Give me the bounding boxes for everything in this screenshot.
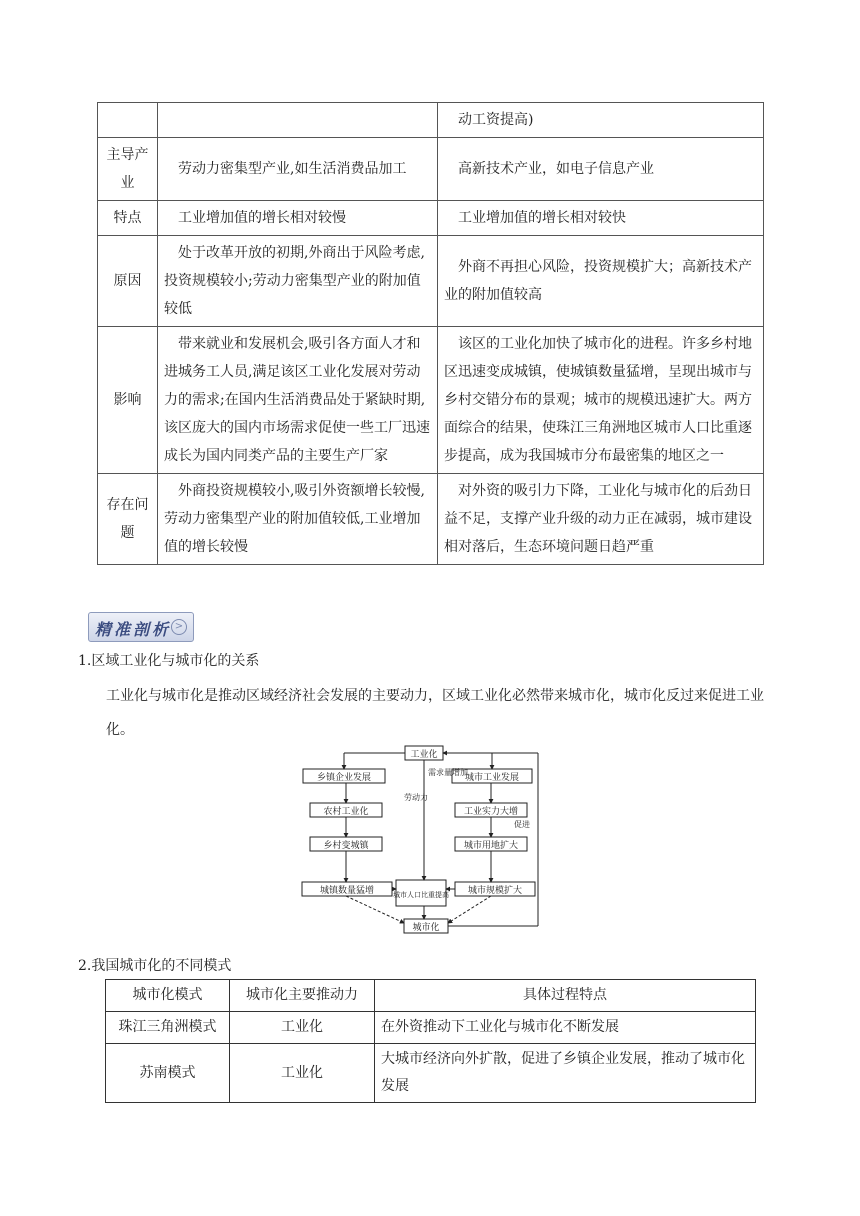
column-header: 城市化模式 [106, 980, 230, 1012]
column-header: 城市化主要推动力 [230, 980, 375, 1012]
industrialization-diagram [300, 745, 540, 940]
node-left-0: 乡镇企业发展 [316, 773, 372, 783]
section2-heading: 2.我国城市化的不同模式 [78, 958, 232, 974]
cell-right: 外商不再担心风险，投资规模扩大；高新技术产业的附加值较高 [438, 236, 764, 327]
cell-left [158, 103, 438, 138]
cell-right: 动工资提高) [438, 103, 764, 138]
table-row [98, 103, 764, 138]
table-row [106, 1012, 756, 1044]
cell-mode: 苏南模式 [106, 1044, 230, 1103]
table-row [98, 236, 764, 327]
table-row [98, 201, 764, 236]
node-right-2: 城市用地扩大 [463, 841, 519, 851]
node-left-2: 乡村变城镇 [323, 841, 369, 851]
table-row [98, 474, 764, 565]
section1-paragraph [78, 679, 778, 747]
cell-desc: 在外资推动下工业化与城市化不断发展 [375, 1012, 756, 1044]
urbanization-modes-table [105, 979, 756, 1103]
table-row [98, 327, 764, 474]
chevron-right-icon: > [171, 619, 187, 635]
label-labor: 劳动力 [404, 793, 428, 802]
node-left-1: 农村工业化 [323, 807, 369, 817]
cell-left: 工业增加值的增长相对较慢 [158, 201, 438, 236]
cell-right: 对外资的吸引力下降，工业化与城市化的后劲日益不足，支撑产业升级的动力正在减弱，城市建设相对落后，生态环境问题日趋严重 [438, 474, 764, 565]
cell-right: 高新技术产业，如电子信息产业 [438, 138, 764, 201]
node-bottom-2: 城市规模扩大 [467, 886, 523, 896]
cell-right: 该区的工业化加快了城市化的进程。许多乡村地区迅速变成城镇，使城镇数量猛增，呈现出城市与乡村交错分布的景观；城市的规模迅速扩大。两方面综合的结果，使珠江三角洲地区城市人口比重逐步提高，成为我国城市分布最密集的地区之一 [438, 327, 764, 474]
row-label: 主导产业 [98, 138, 158, 201]
comparison-table [97, 102, 764, 565]
node-right-1: 工业实力大增 [463, 807, 519, 817]
table-header-row [106, 980, 756, 1012]
section1-heading: 1.区域工业化与城市化的关系 [78, 653, 260, 669]
row-label: 存在问题 [98, 474, 158, 565]
label-demand: 需求量增加 [428, 768, 468, 777]
column-header: 具体过程特点 [375, 980, 756, 1012]
row-label: 特点 [98, 201, 158, 236]
table-row [98, 138, 764, 201]
cell-desc: 大城市经济向外扩散，促进了乡镇企业发展，推动了城市化发展 [375, 1044, 756, 1103]
cell-left: 劳动力密集型产业,如生活消费品加工 [158, 138, 438, 201]
cell-right: 工业增加值的增长相对较快 [438, 201, 764, 236]
row-label: 原因 [98, 236, 158, 327]
row-label: 影响 [98, 327, 158, 474]
cell-left: 带来就业和发展机会,吸引各方面人才和进城务工人员,满足该区工业化发展对劳动力的需求;在国内生活消费品处于紧缺时期,该区庞大的国内市场需求促使一些工厂迅速成长为国内同类产品的主要生产厂家 [158, 327, 438, 474]
label-promote: 促进 [514, 820, 530, 829]
cell-force: 工业化 [230, 1044, 375, 1103]
node-bottom-1: 城市人口比重提高 [393, 891, 449, 899]
table-row [106, 1044, 756, 1103]
badge-label: 精准剖析 [95, 620, 172, 639]
cell-left: 处于改革开放的初期,外商出于风险考虑,投资规模较小;劳动力密集型产业的附加值较低 [158, 236, 438, 327]
analysis-badge [88, 612, 194, 642]
node-industrialization: 工业化 [410, 750, 438, 760]
paragraph-text: 工业化与城市化是推动区域经济社会发展的主要动力，区域工业化必然带来城市化，城市化反过来促进工业化。 [106, 688, 764, 738]
node-bottom-0: 城镇数量猛增 [319, 886, 375, 896]
cell-left: 外商投资规模较小,吸引外资额增长较慢,劳动力密集型产业的附加值较低,工业增加值的增长较慢 [158, 474, 438, 565]
node-right-0: 城市工业发展 [464, 773, 520, 783]
cell-mode: 珠江三角洲模式 [106, 1012, 230, 1044]
row-label [98, 103, 158, 138]
node-urbanization: 城市化 [412, 923, 440, 933]
cell-force: 工业化 [230, 1012, 375, 1044]
